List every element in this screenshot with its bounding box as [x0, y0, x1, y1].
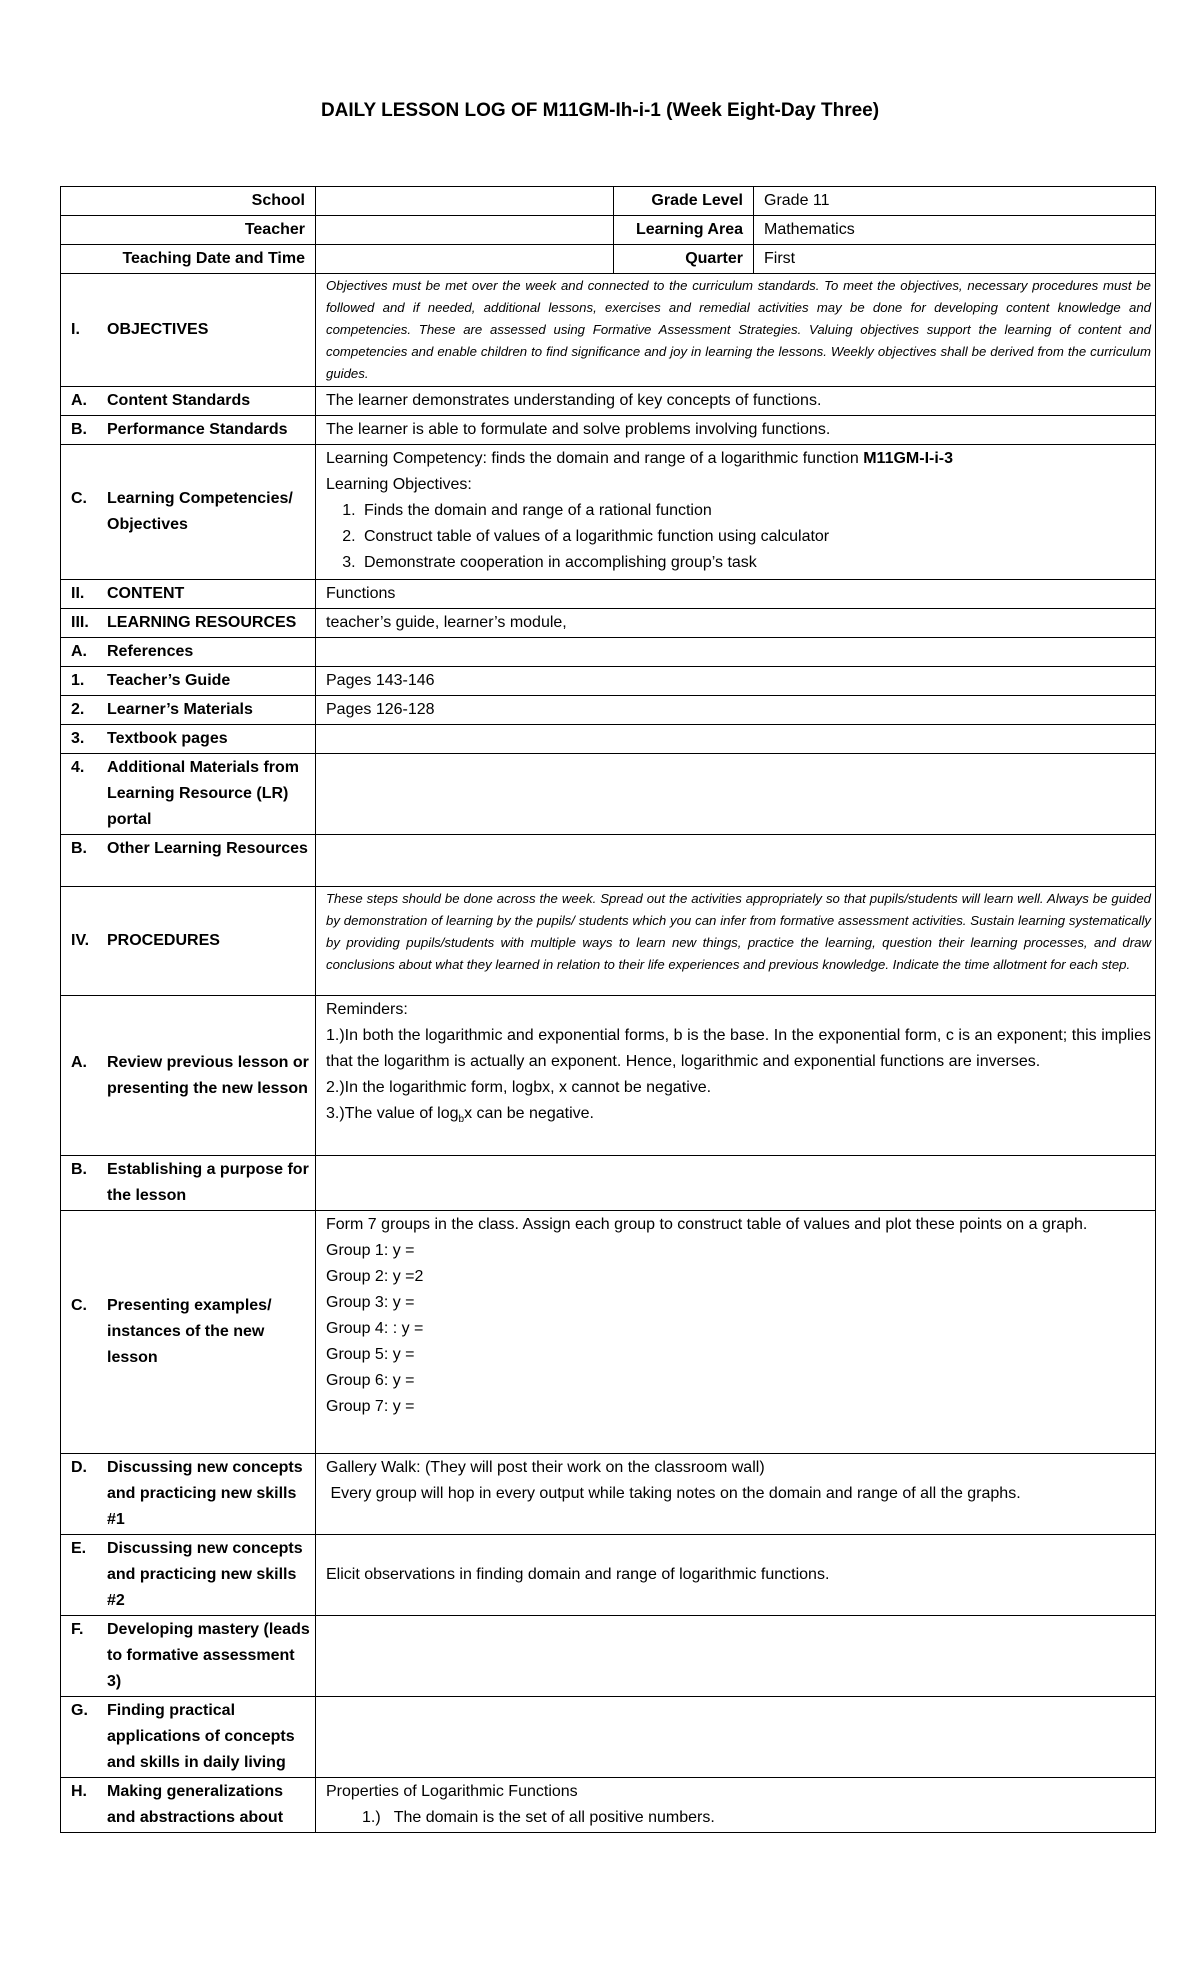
learning-resources-label-cell [61, 609, 316, 638]
discussing1-line-1: Gallery Walk: (They will post their work on the classroom wall) [326, 1459, 765, 1476]
purpose-row [61, 1156, 1156, 1211]
applications-row [61, 1697, 1156, 1778]
additional-materials-label-cell [61, 754, 316, 835]
mastery-value[interactable] [316, 1616, 1156, 1697]
review-item-2: 2.)In the logarithmic form, logbx, x cannot be negative. [326, 1079, 712, 1096]
objectives-list [326, 498, 1151, 576]
list-item: Group 2: y =2 [326, 1268, 424, 1285]
list-item: Group 1: y = [326, 1242, 415, 1259]
quarter-label: Quarter [614, 245, 754, 274]
references-row [61, 638, 1156, 667]
discussing1-value-cell [316, 1454, 1156, 1535]
discussing1-row [61, 1454, 1156, 1535]
grade-level-label: Grade Level [614, 187, 754, 216]
teacher-label: Teacher [61, 216, 316, 245]
learners-materials-value: Pages 126-128 [316, 696, 1156, 725]
presenting-label-cell [61, 1211, 316, 1454]
generalizations-heading: Properties of Logarithmic Functions [326, 1783, 578, 1800]
procedures-num: IV. [71, 932, 90, 949]
content-label-cell [61, 580, 316, 609]
date-label: Teaching Date and Time [61, 245, 316, 274]
school-label: School [61, 187, 316, 216]
generalizations-num: H. [71, 1783, 87, 1800]
discussing2-label-cell [61, 1535, 316, 1616]
competency-text: Learning Competency: finds the domain and range of a logarithmic function [326, 450, 864, 467]
mastery-row [61, 1616, 1156, 1697]
mastery-num: F. [71, 1621, 84, 1638]
learners-materials-num: 2. [71, 701, 85, 718]
teachers-guide-label: Teacher’s Guide [107, 672, 231, 689]
learning-resources-label: LEARNING RESOURCES [107, 614, 297, 631]
procedures-note-cell [316, 887, 1156, 996]
purpose-label-cell [61, 1156, 316, 1211]
lesson-log-table [60, 186, 1156, 1833]
list-item: 1. Finds the domain and range of a rational function [360, 498, 1151, 524]
review-row [61, 996, 1156, 1156]
content-standards-row [61, 387, 1156, 416]
procedures-label: PROCEDURES [107, 932, 220, 949]
teacher-row [61, 216, 1156, 245]
applications-label-cell [61, 1697, 316, 1778]
textbook-pages-label-cell [61, 725, 316, 754]
performance-standards-row [61, 416, 1156, 445]
list-item: Group 5: y = [326, 1346, 415, 1363]
grade-level-value[interactable]: Grade 11 [754, 187, 1156, 216]
other-resources-row [61, 835, 1156, 887]
discussing2-value: Elicit observations in finding domain and range of logarithmic functions. [316, 1535, 1156, 1616]
references-label-cell [61, 638, 316, 667]
objectives-row [61, 274, 1156, 387]
additional-materials-row [61, 754, 1156, 835]
mastery-label: Developing mastery (leads to formative assessment 3) [107, 1621, 310, 1690]
textbook-pages-label: Textbook pages [107, 730, 228, 747]
content-standards-label-cell [61, 387, 316, 416]
competencies-row [61, 445, 1156, 580]
performance-standards-value: The learner is able to formulate and solve problems involving functions. [316, 416, 1156, 445]
competencies-value-cell [316, 445, 1156, 580]
other-resources-num: B. [71, 840, 87, 857]
references-value[interactable] [316, 638, 1156, 667]
teachers-guide-num: 1. [71, 672, 85, 689]
list-item: Group 7: y = [326, 1398, 415, 1415]
learning-resources-value: teacher’s guide, learner’s module, [316, 609, 1156, 638]
review-item-1: 1.)In both the logarithmic and exponential forms, b is the base. In the exponential form, c is an exponent; this implies that the logarithm is actually an exponent. Hence, logarithmic and exponential functions are inverses. [326, 1027, 1151, 1070]
discussing1-label-cell [61, 1454, 316, 1535]
presenting-intro: Form 7 groups in the class. Assign each group to construct table of values and plot these points on a graph. [326, 1216, 1088, 1233]
presenting-label: Presenting examples/ instances of the new lesson [107, 1297, 272, 1366]
teachers-guide-row [61, 667, 1156, 696]
content-standards-num: A. [71, 392, 87, 409]
generalizations-value-cell [316, 1778, 1156, 1833]
review-value-cell [316, 996, 1156, 1156]
review-label: Review previous lesson or presenting the new lesson [107, 1053, 309, 1097]
learning-area-label: Learning Area [614, 216, 754, 245]
textbook-pages-value[interactable] [316, 725, 1156, 754]
objectives-num: I. [71, 321, 80, 338]
discussing1-line-2: Every group will hop in every output while taking notes on the domain and range of all the graphs. [326, 1485, 1021, 1502]
references-num: A. [71, 643, 87, 660]
page-title: DAILY LESSON LOG OF M11GM-Ih-i-1 (Week Eight-Day Three) [320, 100, 880, 121]
discussing1-num: D. [71, 1459, 87, 1476]
performance-standards-label: Performance Standards [107, 421, 288, 438]
presenting-num: C. [71, 1297, 87, 1314]
generalizations-item-1: 1.) The domain is the set of all positive numbers. [362, 1809, 715, 1826]
competency-code: M11GM-I-i-3 [863, 450, 954, 467]
discussing2-num: E. [71, 1540, 87, 1557]
school-row [61, 187, 1156, 216]
generalizations-label: Making generalizations and abstractions about [107, 1783, 284, 1826]
quarter-value[interactable]: First [754, 245, 1156, 274]
purpose-num: B. [71, 1161, 87, 1178]
textbook-pages-num: 3. [71, 730, 85, 747]
procedures-label-cell [61, 887, 316, 996]
teachers-guide-value: Pages 143-146 [316, 667, 1156, 696]
discussing1-label: Discussing new concepts and practicing new skills #1 [107, 1459, 303, 1528]
applications-value[interactable] [316, 1697, 1156, 1778]
discussing2-row [61, 1535, 1156, 1616]
review-item-3 [326, 1101, 1151, 1133]
review-item-3-suffix: x can be negative. [464, 1105, 594, 1122]
content-row [61, 580, 1156, 609]
textbook-pages-row [61, 725, 1156, 754]
purpose-label: Establishing a purpose for the lesson [107, 1161, 309, 1204]
learners-materials-label: Learner’s Materials [107, 701, 253, 718]
procedures-row [61, 887, 1156, 996]
objectives-label: OBJECTIVES [107, 321, 209, 338]
additional-materials-value[interactable] [316, 754, 1156, 835]
procedures-note: These steps should be done across the week. Spread out the activities appropriately so that pupils/students will learn well. Always be guided by demonstration of learning by the pupils/ students which you can infer from formative assessment activities. Sustain learning systematically by providing pupils/students with multiple ways to learn new things, practice the learning, question their learning processes, and draw conclusions about what they learned in relation to their life experiences and previous knowledge. Indicate the time allotment for each step. [326, 891, 1151, 972]
objectives-label-cell [61, 274, 316, 387]
school-value[interactable] [316, 187, 614, 216]
list-item: Group 4: : y = [326, 1320, 424, 1337]
review-item-3-subscript: b [458, 1114, 465, 1126]
list-item: Group 6: y = [326, 1372, 415, 1389]
other-resources-label: Other Learning Resources [107, 840, 308, 857]
applications-label: Finding practical applications of concepts and skills in daily living [107, 1702, 295, 1771]
list-item: 3. Demonstrate cooperation in accomplishing group’s task [360, 550, 1151, 576]
references-label: References [107, 643, 194, 660]
content-value: Functions [316, 580, 1156, 609]
discussing2-label: Discussing new concepts and practicing new skills #2 [107, 1540, 303, 1609]
additional-materials-num: 4. [71, 759, 85, 776]
other-resources-label-cell [61, 835, 316, 887]
presenting-value-cell [316, 1211, 1156, 1454]
mastery-label-cell [61, 1616, 316, 1697]
learning-resources-row [61, 609, 1156, 638]
date-row [61, 245, 1156, 274]
learners-materials-row [61, 696, 1156, 725]
competency-line [326, 446, 1151, 472]
objectives-note: Objectives must be met over the week and connected to the curriculum standards. To meet the objectives, necessary procedures must be followed and if needed, additional lessons, exercises and remedial activities may be done for developing content knowledge and competencies. These are assessed using Formative Assessment Strategies. Valuing objectives support the learning of content and competencies and enable children to find significance and joy in learning the lessons. Weekly objectives shall be derived from the curriculum guides. [326, 278, 1151, 381]
date-value[interactable] [316, 245, 614, 274]
generalizations-label-cell [61, 1778, 316, 1833]
competencies-label-cell [61, 445, 316, 580]
content-num: II. [71, 585, 85, 602]
performance-standards-num: B. [71, 421, 87, 438]
objectives-note-cell [316, 274, 1156, 387]
generalizations-row [61, 1778, 1156, 1833]
teachers-guide-label-cell [61, 667, 316, 696]
presenting-row [61, 1211, 1156, 1454]
content-standards-value: The learner demonstrates understanding of key concepts of functions. [316, 387, 1156, 416]
purpose-value[interactable] [316, 1156, 1156, 1211]
objectives-heading: Learning Objectives: [326, 476, 472, 493]
list-item: 2. Construct table of values of a logarithmic function using calculator [360, 524, 1151, 550]
content-label: CONTENT [107, 585, 185, 602]
review-num: A. [71, 1053, 87, 1071]
learners-materials-label-cell [61, 696, 316, 725]
additional-materials-label: Additional Materials from Learning Resource (LR) portal [107, 759, 300, 828]
review-item-3-prefix: 3.)The value of log [326, 1105, 459, 1122]
learning-resources-num: III. [71, 614, 89, 631]
competencies-label: Learning Competencies/ Objectives [107, 490, 293, 533]
competencies-num: C. [71, 490, 87, 507]
teacher-value[interactable] [316, 216, 614, 245]
performance-standards-label-cell [61, 416, 316, 445]
list-item: Group 3: y = [326, 1294, 415, 1311]
learning-area-value[interactable]: Mathematics [754, 216, 1156, 245]
review-heading: Reminders: [326, 1001, 408, 1018]
review-label-cell [61, 996, 316, 1156]
other-resources-value[interactable] [316, 835, 1156, 887]
applications-num: G. [71, 1702, 88, 1719]
content-standards-label: Content Standards [107, 392, 251, 409]
